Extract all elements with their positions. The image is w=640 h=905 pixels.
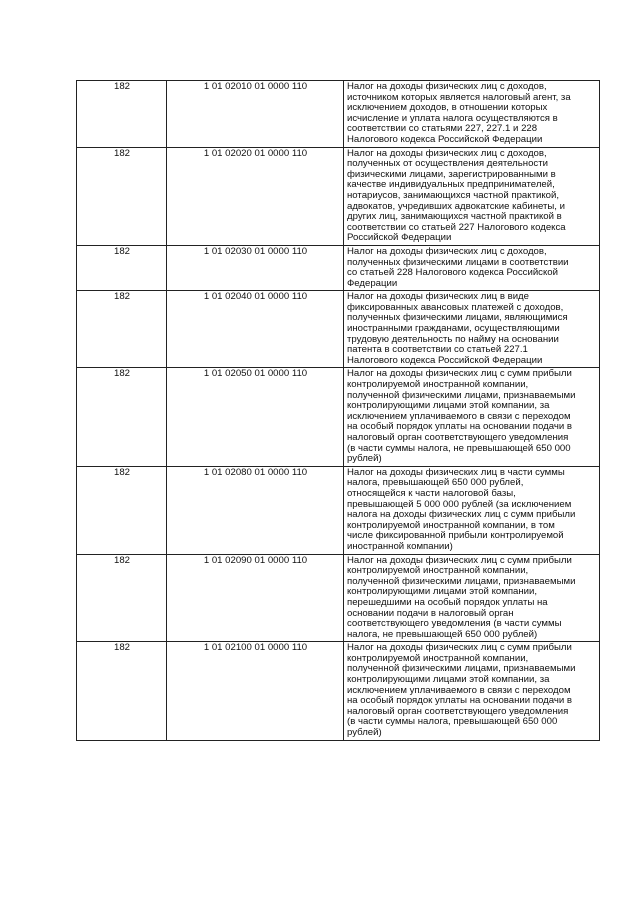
description-line: Федерации: [347, 277, 398, 289]
description-line: полученной физическими лицами, признаваемыми: [347, 575, 576, 587]
admin-code-cell: 182: [77, 466, 167, 554]
table-row: [77, 147, 600, 245]
description-line: превышающей 5 000 000 рублей (за исключением: [347, 498, 572, 510]
description-line: контролируемой иностранной компании,: [347, 379, 529, 391]
description-line: иностранными гражданами, осуществляющими: [347, 323, 560, 335]
table-body: [77, 81, 600, 741]
description-line: полученных от осуществления деятельности: [347, 158, 548, 170]
table-row: [77, 291, 600, 368]
description-line: Налог на доходы физических лиц с сумм прибыли: [347, 368, 572, 380]
description-line: Налог на доходы физических лиц с доходов,: [347, 245, 547, 257]
description-line: нотариусов, занимающихся частной практикой,: [347, 189, 559, 201]
description-line: налога, превышающей 650 000 рублей,: [347, 477, 524, 489]
description-line: рублей): [347, 453, 382, 465]
table-row: [77, 466, 600, 554]
description-line: со статьей 228 Налогового кодекса Российской: [347, 267, 558, 279]
income-description-cell: [344, 291, 600, 368]
description-line: соответствии со статьей 227 Налогового кодекса: [347, 221, 566, 233]
description-line: Налог на доходы физических лиц с сумм прибыли: [347, 554, 572, 566]
description-line: других лиц, занимающихся частной практикой в: [347, 211, 562, 223]
description-line: Налог на доходы физических лиц в части суммы: [347, 466, 565, 478]
description-line: основании подачи в налоговый орган: [347, 607, 514, 619]
table-row: [77, 554, 600, 642]
description-line: полученных физическими лицами, являющимися: [347, 312, 568, 324]
description-line: соответствующего уведомления (в части суммы: [347, 618, 562, 630]
description-line: контролирующими лицами этой компании, за: [347, 400, 550, 412]
budget-classification-code-cell: 1 01 02100 01 0000 110: [167, 642, 344, 740]
admin-code-cell: 182: [77, 291, 167, 368]
description-line: перешедшими на особый порядок уплаты на: [347, 596, 548, 608]
income-description-cell: [344, 554, 600, 642]
description-line: качестве индивидуальных предпринимателей,: [347, 179, 555, 191]
budget-classification-code-cell: 1 01 02050 01 0000 110: [167, 368, 344, 466]
budget-classification-code-cell: 1 01 02090 01 0000 110: [167, 554, 344, 642]
description-line: налоговый орган соответствующего уведомления: [347, 705, 569, 717]
admin-code-cell: 182: [77, 81, 167, 148]
admin-code-cell: 182: [77, 554, 167, 642]
description-line: полученной физическими лицами, признаваемыми: [347, 663, 576, 675]
budget-classification-code-cell: 1 01 02030 01 0000 110: [167, 245, 344, 290]
description-line: (в части суммы налога, превышающей 650 000: [347, 716, 558, 728]
income-description-cell: [344, 466, 600, 554]
description-line: налоговый орган соответствующего уведомления: [347, 432, 569, 443]
table-row: [77, 245, 600, 290]
admin-code-cell: 182: [77, 642, 167, 740]
budget-classification-code-cell: 1 01 02020 01 0000 110: [167, 147, 344, 245]
admin-code-cell: 182: [77, 245, 167, 290]
description-line: исключением уплачиваемого в связи с переходом: [347, 410, 571, 422]
table-row: [77, 642, 600, 740]
description-line: соответствии со статьями 227, 227.1 и 228: [347, 123, 538, 135]
description-line: исключением уплачиваемого в связи с переходом: [347, 684, 571, 696]
description-line: рублей): [347, 727, 382, 739]
income-description-cell: [344, 368, 600, 466]
description-line: контролируемой иностранной компании, в том: [347, 519, 555, 531]
description-line: иностранной компании): [347, 540, 453, 552]
description-line: фиксированных авансовых платежей с доходов,: [347, 301, 564, 313]
description-line: на особый порядок уплаты на основании подачи в: [347, 421, 572, 433]
description-line: физическими лицами, зарегистрированными в: [347, 168, 556, 180]
admin-code-cell: 182: [77, 147, 167, 245]
description-line: контролирующими лицами этой компании,: [347, 586, 538, 598]
description-line: Налог на доходы физических лиц с доходов,: [347, 81, 547, 92]
description-line: трудовую деятельность по найму на основании: [347, 333, 559, 345]
description-line: контролируемой иностранной компании,: [347, 652, 529, 664]
admin-code-cell: 182: [77, 368, 167, 466]
budget-classification-code-cell: 1 01 02040 01 0000 110: [167, 291, 344, 368]
budget-classification-code-cell: 1 01 02080 01 0000 110: [167, 466, 344, 554]
income-description-cell: [344, 245, 600, 290]
description-line: контролируемой иностранной компании,: [347, 565, 529, 577]
document-page: [76, 80, 600, 741]
description-line: адвокатов, учредивших адвокатские кабинеты, и: [347, 200, 565, 212]
description-line: патента в соответствии со статьей 227.1: [347, 344, 528, 356]
description-line: Налог на доходы физических лиц в виде: [347, 291, 529, 303]
description-line: полученной физическими лицами, признаваемыми: [347, 389, 576, 401]
description-line: числе фиксированной прибыли контролируемой: [347, 530, 564, 542]
revenue-codes-table: [76, 80, 600, 741]
description-line: Налогового кодекса Российской Федерации: [347, 354, 543, 366]
description-line: относящейся к части налоговой базы,: [347, 487, 516, 499]
income-description-cell: [344, 642, 600, 740]
description-line: Налогового кодекса Российской Федерации: [347, 133, 543, 145]
budget-classification-code-cell: 1 01 02010 01 0000 110: [167, 81, 344, 148]
table-row: [77, 368, 600, 466]
description-line: (в части суммы налога, не превышающей 650 000: [347, 442, 571, 454]
description-line: налога на доходы физических лиц с сумм прибыли: [347, 509, 576, 521]
income-description-cell: [344, 147, 600, 245]
description-line: исчисление и уплата налога осуществляются в: [347, 112, 558, 124]
description-line: источником которых является налоговый агент, за: [347, 91, 571, 103]
description-line: Налог на доходы физических лиц с доходов,: [347, 147, 547, 159]
table-row: [77, 81, 600, 148]
description-line: на особый порядок уплаты на основании подачи в: [347, 695, 572, 707]
income-description-cell: [344, 81, 600, 148]
description-line: контролирующими лицами этой компании, за: [347, 674, 550, 686]
description-line: Российской Федерации: [347, 232, 452, 244]
description-line: полученных физическими лицами в соответствии: [347, 256, 569, 268]
description-line: исключением доходов, в отношении которых: [347, 102, 548, 114]
description-line: Налог на доходы физических лиц с сумм прибыли: [347, 642, 572, 654]
description-line: налога, не превышающей 650 000 рублей): [347, 628, 538, 640]
